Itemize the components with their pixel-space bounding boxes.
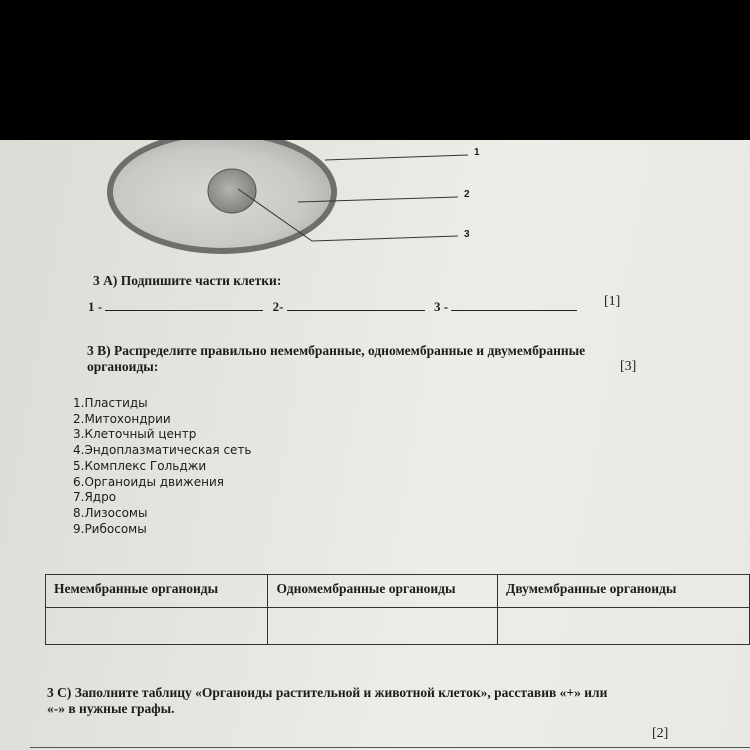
blank1-prefix: 1 -: [88, 299, 103, 314]
organelle-table: [45, 574, 750, 645]
header-nonmembrane: Немембранные органоиды: [46, 575, 268, 608]
question-c-title-line1: 3 С) Заполните таблицу «Органоиды растительной и животной клеток», расставив «+» или: [47, 685, 608, 700]
label-2: 2: [464, 189, 470, 200]
cell-nonmembrane[interactable]: [46, 608, 268, 645]
nucleus: [208, 169, 256, 213]
table-header-row: [46, 575, 750, 608]
question-a-title: 3 А) Подпишите части клетки:: [93, 273, 282, 288]
label-3: 3: [464, 229, 470, 240]
header-single-membrane: Одномембранные органоиды: [268, 575, 498, 608]
divider-line: [30, 747, 750, 748]
list-item: 7.Ядро: [73, 490, 117, 505]
list-item: 2.Митохондрии: [73, 411, 171, 426]
answer-blank-1[interactable]: [105, 298, 263, 311]
score-b: [3]: [620, 359, 637, 374]
blank2-prefix: 2-: [272, 299, 284, 314]
score-a: [1]: [604, 294, 621, 309]
pointer-line-1: [325, 155, 468, 160]
list-item: 4.Эндоплазматическая сеть: [73, 443, 252, 458]
list-item: 6.Органоиды движения: [73, 474, 224, 489]
cell-double-membrane[interactable]: [498, 608, 750, 645]
question-b-title-line2: органоиды:: [87, 359, 159, 374]
question-b-title-line1: 3 В) Распределите правильно немембранные, одномембранные и двумембранные: [87, 343, 586, 358]
header-double-membrane: Двумембранные органоиды: [498, 575, 750, 608]
worksheet-page: [0, 140, 750, 750]
cell-diagram: [0, 140, 750, 260]
blank3-prefix: 3 -: [433, 299, 449, 314]
answer-blank-3[interactable]: [451, 298, 577, 311]
list-item: 9.Рибосомы: [73, 521, 147, 536]
label-1: 1: [474, 147, 480, 158]
list-item: 1.Пластиды: [73, 396, 148, 410]
answer-blank-2[interactable]: [287, 298, 425, 311]
cell-single-membrane[interactable]: [268, 608, 498, 645]
organelle-list: [73, 396, 252, 537]
score-c: [2]: [652, 726, 669, 741]
list-item: 8.Лизосомы: [73, 505, 148, 520]
table-row: [46, 608, 750, 645]
list-item: 3.Клеточный центр: [73, 427, 197, 442]
list-item: 5.Комплекс Гольджи: [73, 458, 207, 473]
answer-row-a: [88, 298, 577, 315]
question-c-title-line2: «-» в нужные графы.: [47, 701, 175, 716]
